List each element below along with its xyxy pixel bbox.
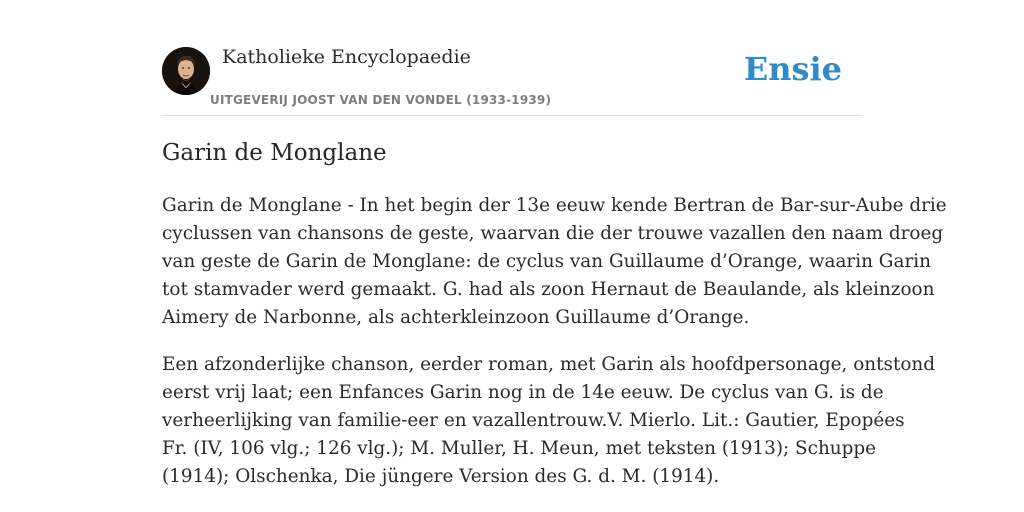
- article-body: [162, 192, 947, 510]
- article-paragraph: [162, 192, 947, 332]
- article-title: Garin de Monglane: [162, 140, 387, 166]
- publisher-subtitle: UITGEVERIJ JOOST VAN DEN VONDEL (1933-1939): [210, 93, 552, 107]
- portrait-avatar-icon[interactable]: [162, 47, 210, 95]
- paragraph-line: (1914); Olschenka, Die jüngere Version des G. d. M. (1914).: [162, 466, 720, 487]
- paragraph-line: Garin de Monglane - In het begin der 13e eeuw kende Bertran de Bar-sur-Aube drie: [162, 195, 947, 216]
- paragraph-line: cyclussen van chansons de geste, waarvan die der trouwe vazallen den naam droeg: [162, 223, 944, 244]
- paragraph-line: Een afzonderlijke chanson, eerder roman, met Garin als hoofdpersonage, ontstond: [162, 354, 936, 375]
- paragraph-line: verheerlijking van familie-eer en vazallentrouw.V. Mierlo. Lit.: Gautier, Epopées: [162, 410, 905, 431]
- paragraph-line: tot stamvader werd gemaakt. G. had als zoon Hernaut de Beaulande, als kleinzoon: [162, 279, 935, 300]
- paragraph-line: eerst vrij laat; een Enfances Garin nog in de 14e eeuw. De cyclus van G. is de: [162, 382, 884, 403]
- article-paragraph: [162, 351, 936, 491]
- site-title[interactable]: Katholieke Encyclopaedie: [222, 46, 471, 68]
- paragraph-line: Fr. (IV, 106 vlg.; 126 vlg.); M. Muller, H. Meun, met teksten (1913); Schuppe: [162, 438, 877, 459]
- ensie-logo[interactable]: Ensie: [743, 50, 842, 88]
- paragraph-line: van geste de Garin de Monglane: de cyclus van Guillaume d’Orange, waarin Garin: [162, 251, 931, 272]
- paragraph-line: Aimery de Narbonne, als achterkleinzoon Guillaume d’Orange.: [162, 307, 750, 328]
- site-header: [162, 40, 862, 116]
